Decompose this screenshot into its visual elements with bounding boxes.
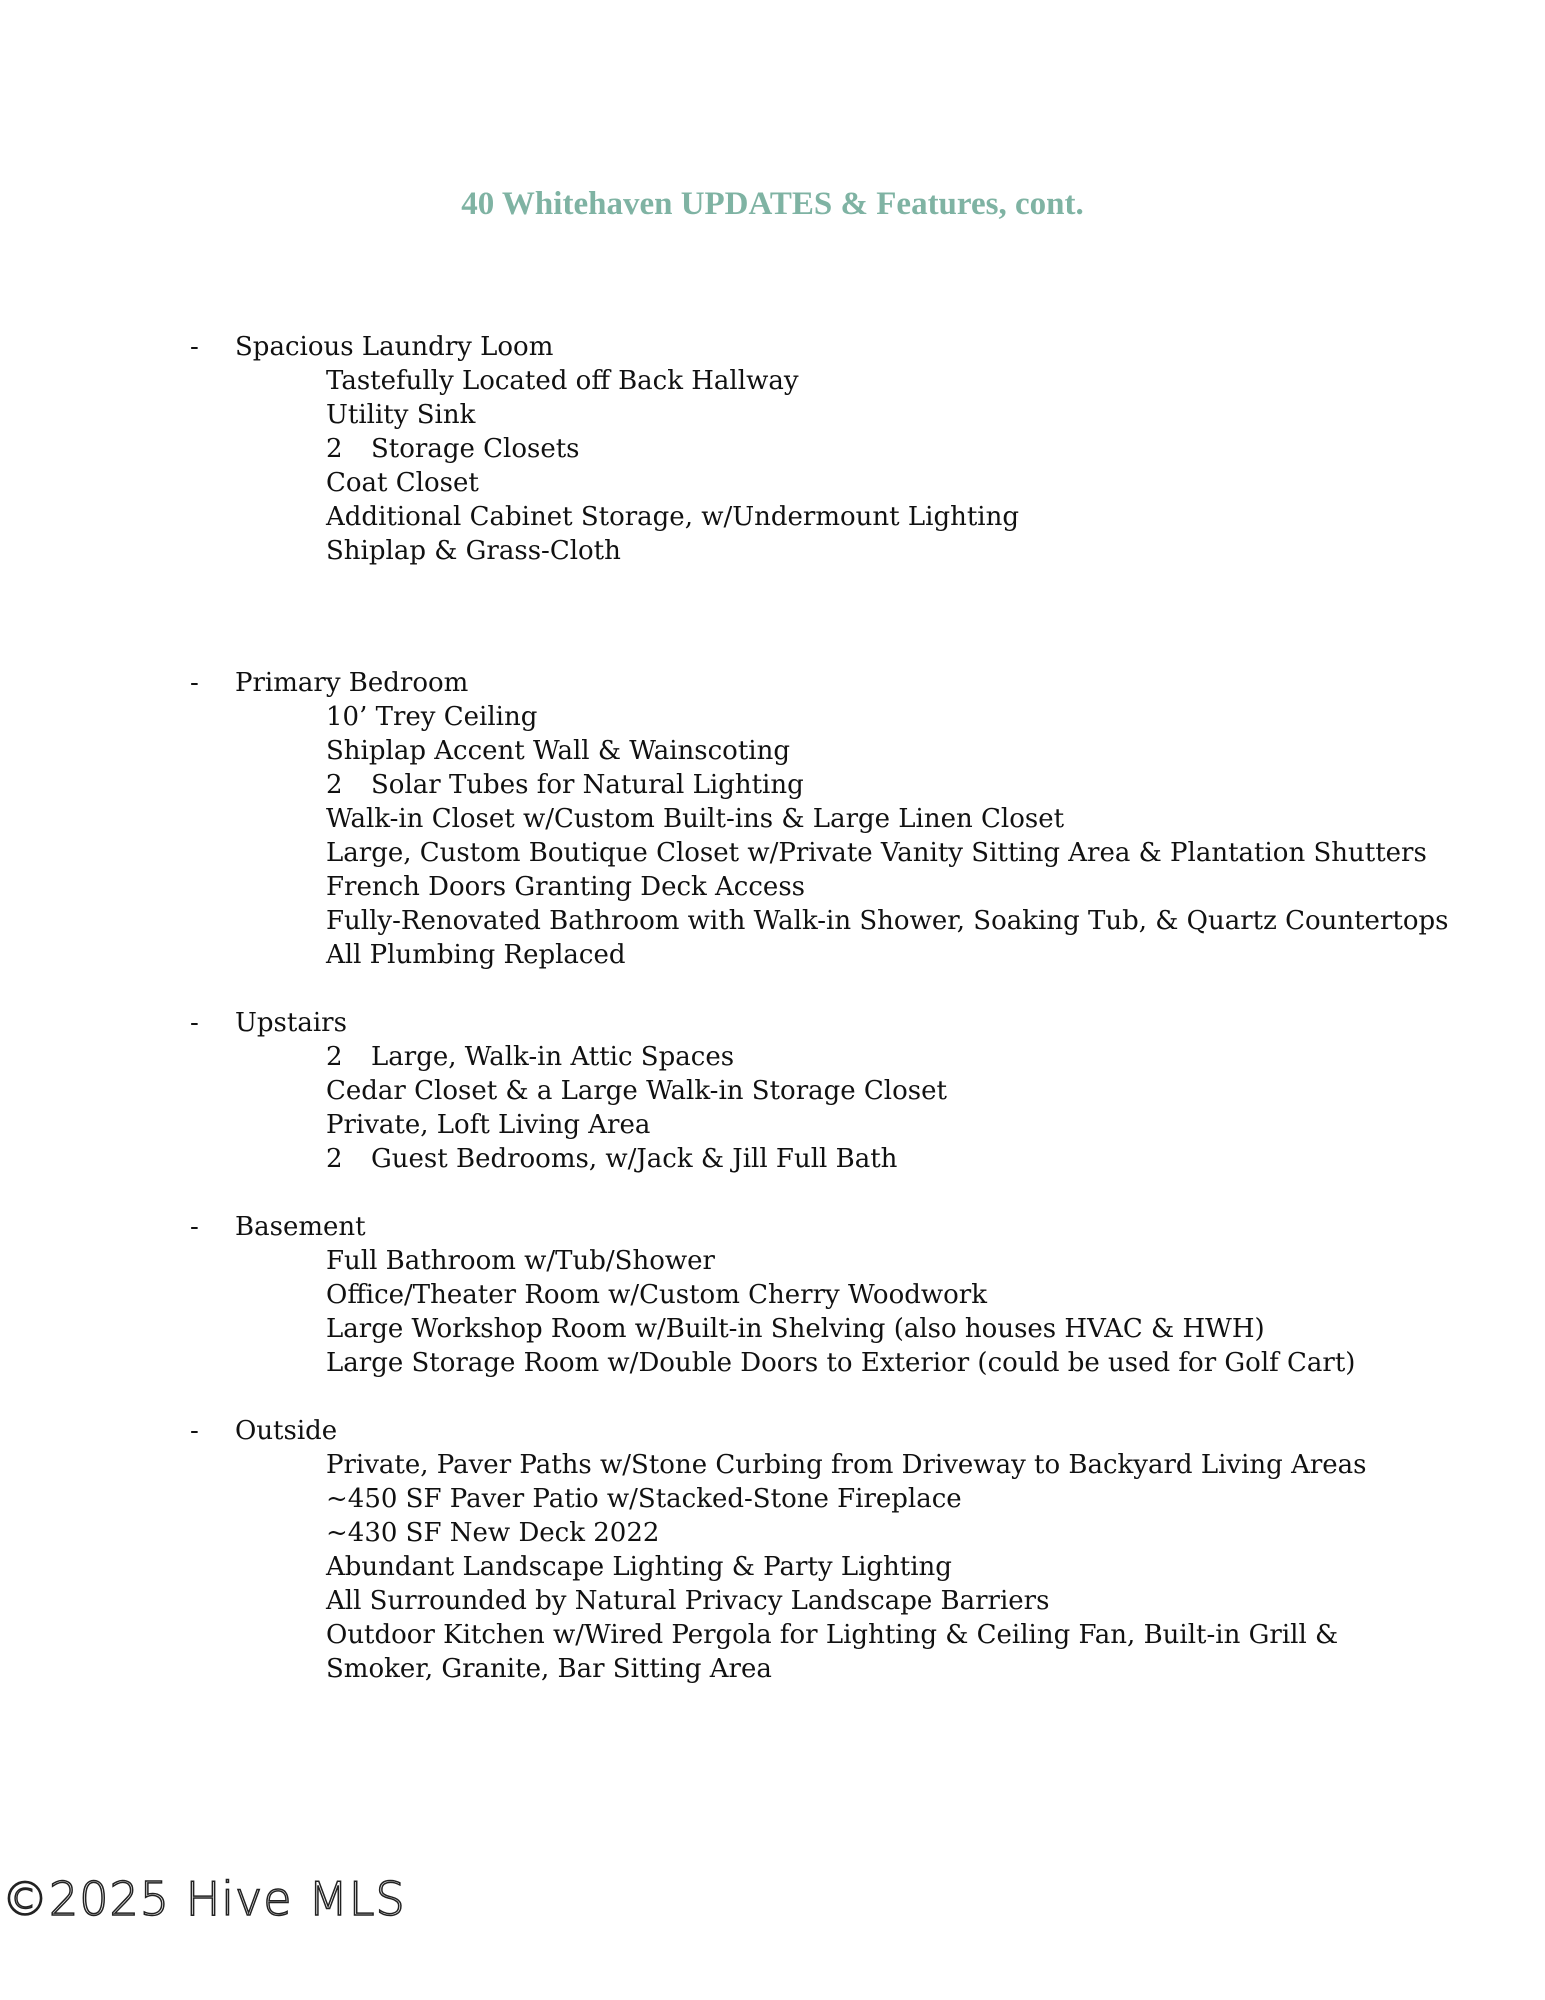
list-item: 2 Solar Tubes for Natural Lighting <box>326 770 804 800</box>
list-item: Walk-in Closet w/Custom Built-ins & Large Linen Closet <box>326 804 1065 834</box>
section-heading <box>0 1210 1545 1244</box>
bullet-dash: - <box>190 1416 199 1446</box>
section-heading <box>0 1006 1545 1040</box>
list-item: 2 Storage Closets <box>326 434 580 464</box>
list-item: Coat Closet <box>326 468 479 498</box>
item-count: 2 <box>326 770 343 800</box>
list-item: Large Storage Room w/Double Doors to Exterior (could be used for Golf Cart) <box>326 1348 1356 1378</box>
list-item: Private, Loft Living Area <box>326 1110 651 1140</box>
list-item: Private, Paver Paths w/Stone Curbing from Driveway to Backyard Living Areas <box>326 1450 1367 1480</box>
list-item: Utility Sink <box>326 400 476 430</box>
list-item: Additional Cabinet Storage, w/Undermount Lighting <box>326 502 1019 532</box>
section-heading <box>0 666 1545 700</box>
list-item: Shiplap & Grass-Cloth <box>326 536 621 566</box>
list-item: ~430 SF New Deck 2022 <box>326 1518 660 1548</box>
features-list <box>0 330 1545 1686</box>
list-item: ~450 SF Paver Patio w/Stacked-Stone Fireplace <box>326 1484 962 1514</box>
item-count: 2 <box>326 1144 343 1174</box>
list-item: All Surrounded by Natural Privacy Landscape Barriers <box>326 1586 1050 1616</box>
list-item: Office/Theater Room w/Custom Cherry Woodwork <box>326 1280 987 1310</box>
item-count: 2 <box>326 434 343 464</box>
list-item: Outdoor Kitchen w/Wired Pergola for Lighting & Ceiling Fan, Built-in Grill & Smoker, Granite, Bar Sitting Area <box>326 1620 1339 1684</box>
list-item: Full Bathroom w/Tub/Shower <box>326 1246 715 1276</box>
section-primary-bedroom <box>0 666 1545 972</box>
list-item: Cedar Closet & a Large Walk-in Storage Closet <box>326 1076 947 1106</box>
section-title: Outside <box>235 1416 338 1446</box>
list-item: Shiplap Accent Wall & Wainscoting <box>326 736 790 766</box>
section-title: Basement <box>235 1212 366 1242</box>
list-item: Abundant Landscape Lighting & Party Lighting <box>326 1552 952 1582</box>
bullet-dash: - <box>190 332 199 362</box>
section-heading <box>0 330 1545 364</box>
list-item: 2 Large, Walk-in Attic Spaces <box>326 1042 735 1072</box>
section-title: Primary Bedroom <box>235 668 469 698</box>
section-title: Spacious Laundry Loom <box>235 332 554 362</box>
list-item: Large, Custom Boutique Closet w/Private Vanity Sitting Area & Plantation Shutters <box>326 838 1427 868</box>
list-item: All Plumbing Replaced <box>326 940 626 970</box>
list-item: French Doors Granting Deck Access <box>326 872 806 902</box>
item-count: 2 <box>326 1042 343 1072</box>
list-item: 2 Guest Bedrooms, w/Jack & Jill Full Bath <box>326 1144 898 1174</box>
section-upstairs <box>0 1006 1545 1176</box>
section-title: Upstairs <box>235 1008 347 1038</box>
section-heading <box>0 1414 1545 1448</box>
page-title: 40 Whitehaven UPDATES & Features, cont. <box>461 186 1084 222</box>
bullet-dash: - <box>190 668 199 698</box>
section-laundry <box>0 330 1545 568</box>
list-item: Large Workshop Room w/Built-in Shelving (also houses HVAC & HWH) <box>326 1314 1265 1344</box>
section-basement <box>0 1210 1545 1380</box>
bullet-dash: - <box>190 1212 199 1242</box>
bullet-dash: - <box>190 1008 199 1038</box>
copyright-watermark: ©2025 Hive MLS <box>2 1872 406 1926</box>
list-item: Tastefully Located off Back Hallway <box>326 366 799 396</box>
list-item: 10’ Trey Ceiling <box>326 702 538 732</box>
list-item: Fully-Renovated Bathroom with Walk-in Shower, Soaking Tub, & Quartz Countertops <box>326 906 1449 936</box>
section-outside <box>0 1414 1545 1686</box>
